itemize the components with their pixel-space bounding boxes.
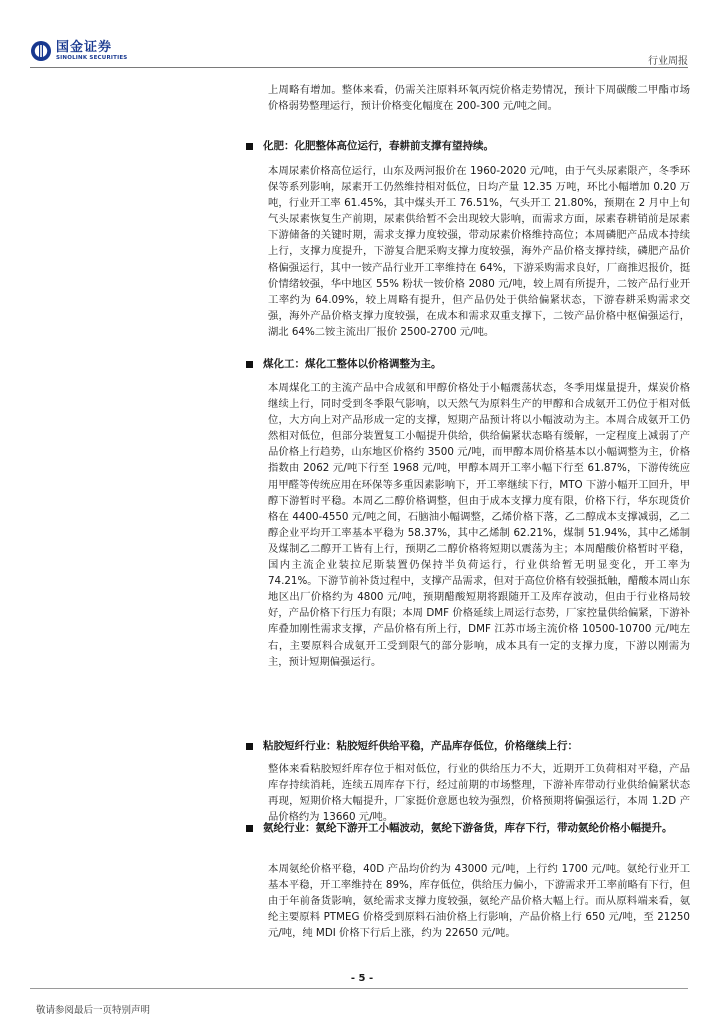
bullet-square-icon [246,743,253,750]
page-header [0,0,724,70]
fertilizer-paragraph: 本周尿素价格高位运行，山东及两河报价在 1960-2020 元/吨，由于气头尿素限产，冬季环保等系列影响，尿素开工仍然维持相对低位，日均产量 12.35 万吨，环比小幅增加 0.20 万吨，行业开工率 61.45%，其中煤头开工 76.51%，气头开工 21.80%，预期在 2 月中上旬气头尿素恢复生产前期，尿素供给暂不会出现较大影响，而需求方面，尿素春耕销前是尿素下游储备的关键时期，需求支撑力度较强，带动尿素价格维持高位；本周磷肥产品成本持续上行，支撑力度提升，下游复合肥采购支撑力度较强，海外产品价格支撑持续，磷肥产品价格偏强运行，其中一铵产品行业开工率维持在 64%，下游采购需求良好，厂商推迟报价，挺价情绪较强，华中地区 55% 粉状一铵价格 2080 元/吨，较上周有所提升，二铵产品行业开工率约为 64.09%，较上周略有提升，但产品仍处于供给偏紧状态，下游春耕采购需求交强，海外产品价格支撑力度较强，在成本和需求双重支撑下，二铵产品价格中枢偏强运行，湖北 64%二铵主流出厂报价 2500-2700 元/吨。 [268,165,690,338]
sinolink-logo-icon [30,40,52,62]
fertilizer-heading [246,138,690,154]
bullet-square-icon [246,143,253,150]
viscose-title: 粘胶短纤行业：粘胶短纤供给平稳，产品库存低位，价格继续上行： [263,740,578,752]
coal-chemical-title: 煤化工：煤化工整体以价格调整为主。 [263,358,442,370]
page-number: - 5 - [350,973,374,984]
bullet-square-icon [246,361,253,368]
coal-chemical-section [268,380,690,670]
header-divider [30,67,688,68]
spandex-section [268,861,690,941]
fertilizer-section [268,163,690,340]
viscose-heading [246,738,690,754]
logo-chinese-text: 国金证券 [56,39,113,55]
report-type: 行业周报 [648,56,688,67]
disclaimer-text: 敬请参阅最后一页特别声明 [36,1005,151,1016]
fertilizer-title: 化肥：化肥整体高位运行，春耕前支撑有望持续。 [263,140,494,152]
coal-chemical-paragraph: 本周煤化工的主流产品中合成氨和甲醇价格处于小幅震荡状态，冬季用煤量提升，煤炭价格继续上行，同时受到冬季限气影响，以天然气为原料生产的甲醇和合成氨开工仍位于相对低位，大方向上对产品形成一定的支撑，短期产品预计将以小幅波动为主。本周合成氨开工仍然相对低位，但部分装置复工小幅提升供给，供给偏紧状态略有缓解，一定程度上减弱了产品价格上行趋势，山东地区价格约 3500 元/吨，而甲醇本周价格基本以小幅调整为主，价格指数由 2062 元/吨下行至 1968 元/吨，甲醇本周开工率小幅下行至 61.87%，下游传统应用甲醛等传统应用在环保等多重因素影响下，开工率继续下行，MTO 下游小幅开工回升，甲醇下游暂时平稳。本周乙二醇价格调整，但由于成本支撑力度有限，价格下行，华东现货价格在 4400-4550 元/吨之间，石脑油小幅调整，乙烯价格下落，乙二醇成本支撑减弱，乙二醇企业平均开工率基本平稳为 58.37%，其中乙烯制 62.21%，煤制 51.94%，其中乙烯制及煤制乙二醇开工皆有上行，预期乙二醇价格将短期以震荡为主；本周醋酸价格暂时平稳，国内主流企业装拉尼斯装置仍保持半负荷运行，行业供给暂无明显变化，开工率为 74.21%。下游节前补货过程中，支撑产品需求，但对于高位价格有较强抵触，醋酸本周山东地区出厂价格约为 4800 元/吨，预期醋酸短期将跟随开工及库存波动，但由于行业格局较好，产品价格下行压力有限；本周 DMF 价格延续上周运行态势，厂家控量供给偏紧，下游补库叠加刚性需求支撑，产品价格有所上行，DMF 江苏市场主流价格 10500-10700 元/吨左右，主要原料合成氨开工受到限气的部分影响，成本具有一定的支撑力度，下游以刚需为主，预计短期偏强运行。 [268,382,690,668]
intro-paragraph: 上周略有增加。整体来看，仍需关注原料环氧丙烷价格走势情况，预计下周碳酸二甲酯市场价格弱势整理运行，预计价格变化幅度在 200-300 元/吨之间。 [268,84,690,113]
company-logo [30,40,127,62]
bullet-square-icon [246,825,253,832]
intro-section [268,82,690,114]
logo-english-text: SINOLINK SECURITIES [56,54,128,61]
viscose-paragraph: 整体来看粘胶短纤库存位于相对低位，行业的供给压力不大，近期开工负荷相对平稳，产品库存持续消耗，连续五周库存下行，经过前期的市场整理，下游补库带动行业供给偏紧状态再现，短期价格大幅提升，厂家挺价意愿也较为强烈，价格预期将偏强运行，本周 1.2D 产品价格约为 13660 元/吨。 [268,763,690,824]
spandex-title: 氨纶行业：氨纶下游开工小幅波动，氨纶下游备货，库存下行，带动氨纶价格小幅提升。 [263,822,673,834]
viscose-section [268,761,690,825]
spandex-heading [246,820,690,836]
footer-divider [30,988,688,989]
spandex-paragraph: 本周氨纶价格平稳，40D 产品均价约为 43000 元/吨，上行约 1700 元/吨。氨纶行业开工基本平稳，开工率维持在 89%，库存低位，供给压力偏小，下游需求开工率前略有下行，但由于年前备货影响，氨纶需求支撑力度较强，氨纶产品价格大幅上行。而从原料端来看，氨纶主要原料 PTMEG 价格受到原料石油价格上行影响，产品价格上行 650 元/吨，至 21250 元/吨，纯 MDI 价格下行后上涨，约为 22650 元/吨。 [268,863,690,940]
coal-chemical-heading [246,356,690,372]
